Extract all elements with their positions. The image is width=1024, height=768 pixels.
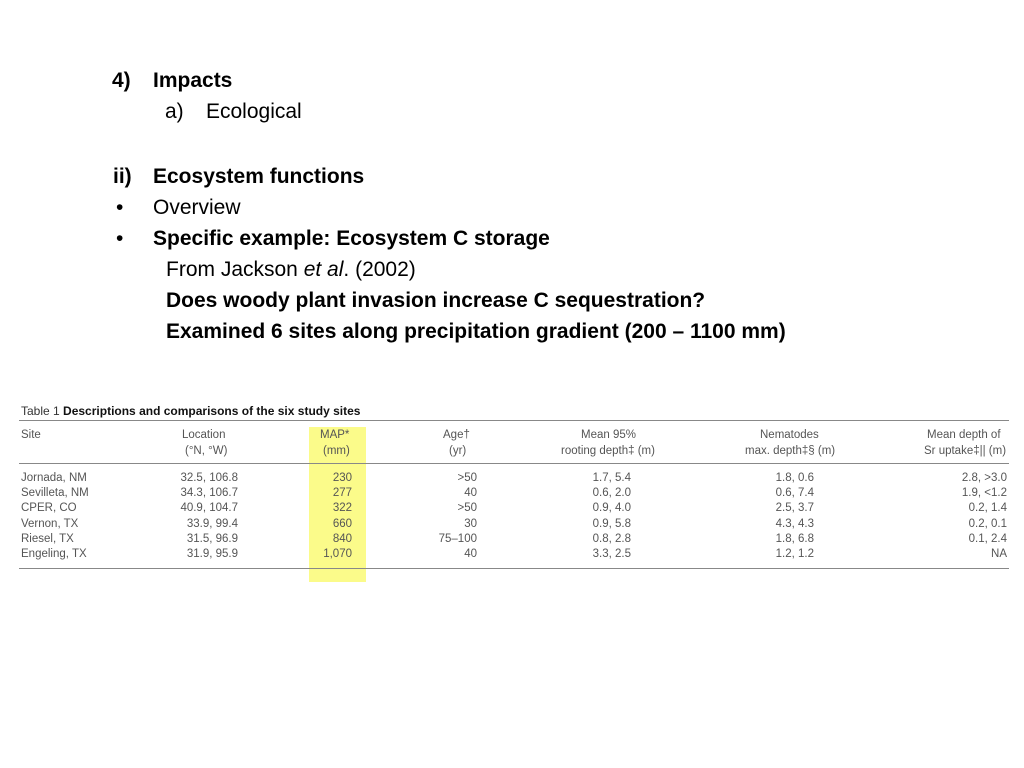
cell-map: 230 — [332, 472, 352, 484]
cell-sr: 0.2, 0.1 — [968, 517, 1007, 530]
cell-age: 30 — [464, 517, 477, 530]
header-age-unit: (yr) — [449, 445, 467, 457]
cell-rooting: 0.9, 5.8 — [592, 517, 631, 530]
bullet-mark: • — [116, 196, 124, 219]
citation-et-al: et al — [303, 258, 344, 281]
outline-item-ecological — [165, 99, 302, 125]
cell-site: Engeling, TX — [21, 548, 87, 560]
outline-section-title: Ecosystem functions — [153, 165, 365, 188]
header-sr-unit: Sr uptake‡|| (m) — [924, 445, 1007, 457]
header-rooting: Mean 95% — [581, 429, 636, 441]
citation-year: . (2002) — [343, 258, 416, 281]
cell-site: Jornada, NM — [21, 472, 87, 484]
cell-age: 75–100 — [438, 532, 477, 545]
cell-sr: 0.2, 1.4 — [968, 502, 1007, 515]
outline-subheading: Ecological — [206, 100, 302, 123]
cell-age: 40 — [464, 487, 477, 500]
research-question: Does woody plant invasion increase C sequestration? — [166, 289, 706, 312]
header-nematodes-unit: max. depth‡§ (m) — [745, 445, 836, 457]
sites-description: Examined 6 sites along precipitation gradient (200 – 1100 mm) — [166, 320, 786, 343]
table-title: Descriptions and comparisons of the six study sites — [63, 404, 361, 418]
cell-location: 34.3, 106.7 — [180, 487, 238, 500]
cell-nematodes: 1.2, 1.2 — [775, 548, 814, 560]
cell-nematodes: 0.6, 7.4 — [775, 487, 814, 500]
header-location-unit: (°N, °W) — [185, 445, 228, 457]
outline-roman: ii) — [113, 165, 132, 188]
cell-site: Sevilleta, NM — [21, 487, 89, 500]
outline-item-ecosystem-functions — [113, 164, 365, 190]
header-map: MAP* — [320, 429, 350, 441]
citation-author: From Jackson — [166, 258, 304, 281]
table-caption — [21, 404, 360, 418]
cell-location: 40.9, 104.7 — [180, 502, 238, 515]
cell-location: 31.5, 96.9 — [186, 532, 238, 545]
source-citation — [166, 257, 416, 283]
outline-number: 4) — [112, 69, 131, 92]
table-header-rule — [19, 463, 1009, 464]
cell-nematodes: 2.5, 3.7 — [775, 502, 814, 515]
cell-rooting: 3.3, 2.5 — [592, 548, 631, 560]
cell-map: 660 — [332, 517, 352, 530]
header-nematodes: Nematodes — [760, 429, 819, 441]
cell-sr: 0.1, 2.4 — [968, 532, 1007, 545]
bullet-overview — [116, 195, 241, 221]
cell-map: 1,070 — [323, 548, 352, 560]
bullet-mark: • — [116, 227, 124, 250]
outline-letter: a) — [165, 100, 184, 123]
header-sr: Mean depth of — [927, 429, 1001, 441]
cell-map: 322 — [332, 502, 352, 515]
header-site: Site — [21, 429, 41, 441]
cell-site: CPER, CO — [21, 502, 77, 515]
cell-map: 277 — [332, 487, 352, 500]
bullet-text: Specific example: Ecosystem C storage — [153, 227, 550, 250]
outline-heading: Impacts — [153, 69, 233, 92]
outline-item-impacts — [112, 68, 233, 94]
table-top-rule — [19, 420, 1009, 421]
cell-location: 32.5, 106.8 — [180, 472, 238, 484]
cell-nematodes: 4.3, 4.3 — [775, 517, 814, 530]
table-bottom-rule — [19, 568, 1009, 569]
bullet-text: Overview — [153, 196, 241, 219]
cell-nematodes: 1.8, 6.8 — [775, 532, 814, 545]
cell-rooting: 0.8, 2.8 — [592, 532, 631, 545]
cell-site: Vernon, TX — [21, 517, 79, 530]
cell-rooting: 0.9, 4.0 — [592, 502, 631, 515]
header-rooting-unit: rooting depth‡ (m) — [561, 445, 655, 457]
cell-location: 31.9, 95.9 — [186, 548, 238, 560]
cell-location: 33.9, 99.4 — [186, 517, 238, 530]
cell-age: >50 — [457, 502, 477, 515]
cell-sr: NA — [991, 548, 1007, 560]
cell-age: 40 — [464, 548, 477, 560]
header-age: Age† — [443, 429, 470, 441]
cell-nematodes: 1.8, 0.6 — [775, 472, 814, 484]
cell-sr: 2.8, >3.0 — [961, 472, 1007, 484]
bullet-specific-example — [116, 226, 550, 252]
cell-rooting: 0.6, 2.0 — [592, 487, 631, 500]
cell-map: 840 — [332, 532, 352, 545]
header-map-unit: (mm) — [323, 445, 350, 457]
cell-age: >50 — [457, 472, 477, 484]
header-location: Location — [182, 429, 226, 441]
cell-rooting: 1.7, 5.4 — [592, 472, 631, 484]
cell-site: Riesel, TX — [21, 532, 74, 545]
table-label: Table 1 — [21, 404, 60, 418]
cell-sr: 1.9, <1.2 — [961, 487, 1007, 500]
